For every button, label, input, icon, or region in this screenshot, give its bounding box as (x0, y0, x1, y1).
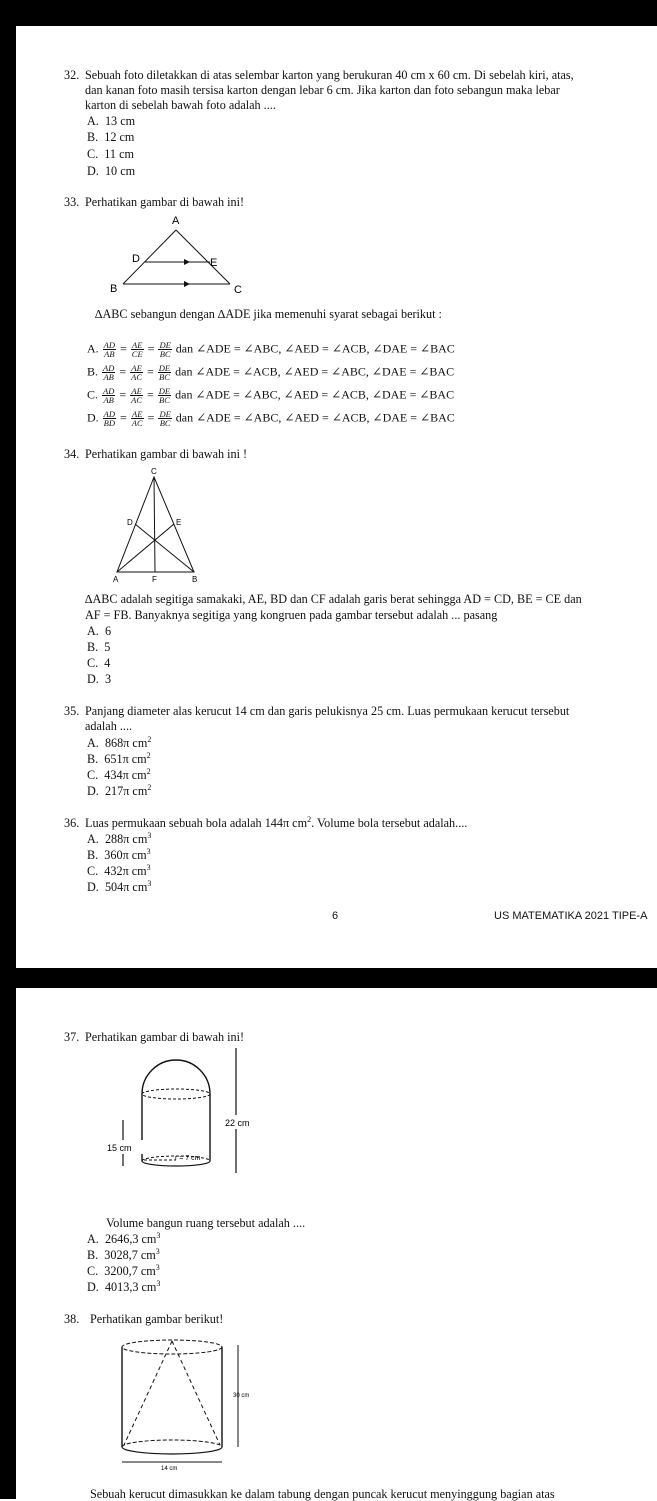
q33-side-ab (123, 230, 176, 284)
q33-statement: ∆ABC sebangun dengan ∆ADE jika memenuhi syarat sebagai berikut : (95, 307, 442, 321)
q38-diameter-label: 14 cm (161, 1466, 178, 1472)
q34-median-bd (135, 524, 194, 572)
q33-option-d[interactable]: D. $\frac{AD}{BD}$ = $\frac{AE}{AC}$ = $\frac{DE}{BC}$ dan ∠ADE = ∠ABC, ∠AED = ∠ACB, ∠DAE = ∠BAC (87, 409, 455, 428)
q32-line-1: Sebuah foto diletakkan di atas selembar karton yang berukuran 40 cm x 60 cm. Di sebelah kiri, atas, (85, 68, 574, 82)
page-gap-black-bar (0, 968, 657, 988)
q33-option-b[interactable]: B. $\frac{AD}{AB}$ = $\frac{AE}{AC}$ = $\frac{DE}{BC}$ dan ∠ADE = ∠ACB, ∠AED = ∠ABC, ∠DAE = ∠BAC (87, 363, 455, 382)
q33-option-a[interactable]: A. $\frac{AD}{AB}$ = $\frac{AE}{CE}$ = $\frac{DE}{BC}$ dan ∠ADE = ∠ABC, ∠AED = ∠ACB, ∠DAE = ∠BAC (87, 340, 455, 359)
q36-question: Luas permukaan sebuah bola adalah 144π $cm^2$. Volume bola tersebut adalah.... (85, 815, 468, 830)
q37-statement: Volume bangun ruang tersebut adalah .... (106, 1216, 306, 1230)
q34-label-a: A (113, 575, 119, 584)
q38-cylinder-bottom-back (122, 1440, 222, 1447)
q34-option-d[interactable]: D. 3 (87, 672, 112, 686)
q37-hemisphere-top (142, 1060, 210, 1094)
q33-prompt: Perhatikan gambar di bawah ini! (85, 195, 245, 209)
q37-prompt: Perhatikan gambar di bawah ini! (85, 1030, 245, 1044)
q37-right-height-label: 22 cm (225, 1118, 250, 1128)
q37-radius-label: r = 7 cm (175, 1155, 201, 1162)
q37-hemisphere-cylinder-figure (100, 1048, 270, 1208)
q33-option-c[interactable]: C. $\frac{AD}{AB}$ = $\frac{AE}{AC}$ = $\frac{DE}{BC}$ dan ∠ADE = ∠ABC, ∠AED = ∠ACB, ∠DAE = ∠BAC (87, 386, 455, 405)
q36-number: 36. (64, 816, 80, 830)
q33-number: 33. (64, 195, 80, 209)
q35-line-2: adalah .... (85, 719, 133, 733)
q38-cylinder-bottom-front (122, 1447, 222, 1454)
q34-label-c: C (151, 467, 157, 476)
q32-line-2: dan kanan foto masih tersisa karton dengan lebar 6 cm. Jika karton dan foto sebangun maka lebar (85, 83, 560, 97)
q32-number: 32. (64, 68, 80, 82)
q33-label-a: A (172, 215, 180, 227)
q38-statement: Sebuah kerucut dimasukkan ke dalam tabung dengan puncak kerucut menyinggung bagian atas (90, 1487, 555, 1501)
q37-option-b[interactable]: B. 3028,7 $cm^3$ (87, 1247, 160, 1262)
q37-hemisphere-base-ellipse (142, 1089, 210, 1099)
q34-label-b: B (192, 575, 198, 584)
q32-option-c[interactable]: C. 11 cm (87, 147, 134, 161)
q34-number: 34. (64, 447, 80, 461)
q36-option-c[interactable]: C. 432π $cm^3$ (87, 863, 151, 878)
q33-triangle-figure (100, 210, 250, 300)
q33-side-ac (176, 230, 230, 284)
q33-arrow-bc (184, 281, 190, 287)
q36-option-b[interactable]: B. 360π $cm^3$ (87, 847, 151, 862)
q34-line-2: AF = FB. Banyaknya segitiga yang kongruen pada gambar tersebut adalah ... pasang (85, 608, 498, 622)
q32-option-b[interactable]: B. 12 cm (87, 130, 135, 144)
q34-label-e: E (176, 518, 182, 527)
q34-line-1: ∆ABC adalah segitiga samakaki, AE, BD dan CF adalah garis berat sehingga AD = CD, BE = CE dan (85, 592, 582, 606)
q35-option-d[interactable]: D. 217π $cm^2$ (87, 783, 152, 798)
q33-label-e: E (210, 257, 218, 269)
q38-cone-in-cylinder-figure (110, 1335, 270, 1485)
q36-option-a[interactable]: A. 288π $cm^3$ (87, 831, 152, 846)
q36-option-d[interactable]: D. 504π $cm^3$ (87, 879, 152, 894)
q38-number: 38. (64, 1312, 80, 1326)
q34-prompt: Perhatikan gambar di bawah ini ! (85, 447, 248, 461)
q33-label-d: D (132, 253, 140, 265)
q32-option-d[interactable]: D. 10 cm (87, 164, 136, 178)
q37-left-height-label: 15 cm (107, 1143, 132, 1153)
top-black-bar (0, 0, 657, 26)
q35-number: 35. (64, 704, 80, 718)
footer-exam-title: US MATEMATIKA 2021 TIPE-A (494, 910, 648, 922)
q32-line-3: karton di sebelah bawah foto adalah .... (85, 98, 276, 112)
q32-option-a[interactable]: A. 13 cm (87, 114, 136, 128)
q37-option-d[interactable]: D. 4013,3 $cm^3$ (87, 1279, 161, 1294)
q33-label-c: C (234, 284, 242, 296)
q34-label-f: F (152, 575, 157, 584)
q34-label-d: D (127, 518, 133, 527)
page-number: 6 (332, 910, 339, 922)
q38-cone-left-slant (124, 1341, 172, 1445)
q37-option-c[interactable]: C. 3200,7 $cm^3$ (87, 1263, 160, 1278)
q38-cone-right-slant (172, 1341, 220, 1445)
q37-option-a[interactable]: A. 2646,3 $cm^3$ (87, 1231, 161, 1246)
q34-median-ae (117, 524, 174, 572)
q38-height-label: 30 cm (233, 1393, 250, 1399)
q34-option-b[interactable]: B. 5 (87, 640, 111, 654)
left-black-strip (0, 0, 16, 1499)
q33-arrow-de (184, 259, 190, 265)
q34-option-a[interactable]: A. 6 (87, 624, 112, 638)
q35-line-1: Panjang diameter alas kerucut 14 cm dan garis pelukisnya 25 cm. Luas permukaan kerucut tersebut (85, 704, 570, 718)
q34-triangle-figure (108, 465, 208, 585)
q34-option-c[interactable]: C. 4 (87, 656, 111, 670)
q37-number: 37. (64, 1030, 80, 1044)
q35-option-b[interactable]: B. 651π $cm^2$ (87, 751, 151, 766)
q38-prompt: Perhatikan gambar berikut! (90, 1312, 224, 1326)
q35-option-c[interactable]: C. 434π $cm^2$ (87, 767, 151, 782)
q33-label-b: B (110, 283, 118, 295)
q34-median-cf (154, 477, 155, 572)
q35-option-a[interactable]: A. 868π $cm^2$ (87, 735, 152, 750)
